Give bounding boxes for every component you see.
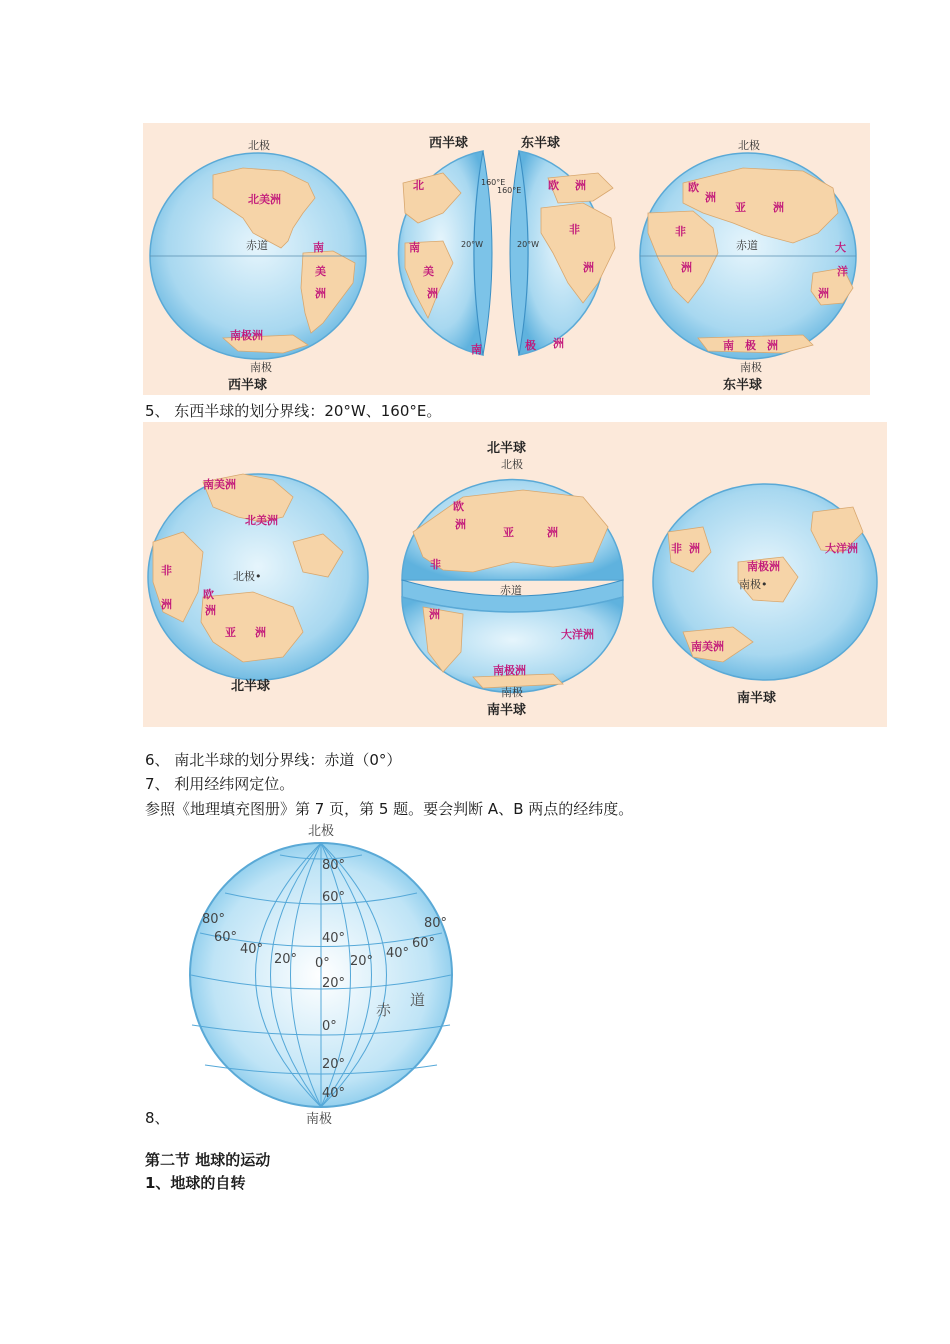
africa-label-n: 非 (161, 564, 172, 577)
east-west-hemisphere-map (143, 123, 870, 395)
south-pole-dot-label: 南极• (739, 578, 768, 591)
zhou-label-3: 洲 (575, 179, 586, 192)
africa-label-mid2: 非 (430, 558, 441, 571)
asia-label-mid: 亚 (503, 526, 514, 539)
zhou-label-4: 洲 (583, 261, 594, 274)
north-pole-label-g: 北极 (308, 824, 335, 839)
line-7-graticule: 7、 利用经纬网定位。 (145, 775, 295, 793)
south-hemisphere-title: 南半球 (487, 703, 527, 718)
lon-label-40w: 40° (240, 942, 264, 957)
africa-label-right: 非 (675, 225, 686, 238)
line-5-hemisphere-boundary: 5、 东西半球的划分界线：20°W、160°E。 (145, 402, 442, 420)
africa-label-mid: 非 (569, 223, 580, 236)
europe-label-mid: 欧 (548, 179, 559, 192)
zhou-label-n3: 洲 (255, 626, 266, 639)
antarctica-label-w: 南极洲 (230, 329, 263, 342)
equator-label-e: 赤道 (736, 239, 758, 252)
south-pole-label-mid: 南极 (501, 686, 523, 699)
south-america-label-n: 南美洲 (203, 478, 236, 491)
africa-label-s: 非 (671, 542, 682, 555)
nan-label-right: 南 (723, 339, 734, 352)
zhou-label-m2: 洲 (547, 526, 558, 539)
zhou-label-10: 洲 (767, 339, 778, 352)
graticule-globe (180, 815, 470, 1130)
north-south-hemisphere-map (143, 422, 887, 727)
south-america-label-s: 南美洲 (691, 640, 724, 653)
south-label-1: 南 (313, 241, 324, 254)
east-hemisphere-caption: 东半球 (723, 378, 763, 393)
lat-label-20n: 20° (322, 976, 346, 991)
asia-label-n: 亚 (225, 626, 236, 639)
south-pole-label-g: 南极 (306, 1112, 333, 1127)
zhou-label-7: 洲 (773, 201, 784, 214)
zhou-label-8: 洲 (681, 261, 692, 274)
lon-160e-label-right: 160°E (497, 186, 522, 195)
line-reference: 参照《地理填充图册》第 7 页，第 5 题。要会判断 A、B 两点的经纬度。 (145, 800, 634, 818)
oceania-yang-label: 洋 (837, 265, 848, 278)
zhou-label-m1: 洲 (455, 518, 466, 531)
lon-160e-label-left: 160°E (481, 178, 506, 187)
north-pole-dot-label: 北极• (233, 570, 262, 583)
europe-label-mid2: 欧 (453, 500, 464, 513)
lon-20w-label-right: 20°W (517, 240, 540, 249)
south-label-2: 南 (409, 241, 420, 254)
south-pole-label-w: 南极 (250, 361, 272, 374)
europe-label-n: 欧 (203, 588, 214, 601)
oceania-label-mid: 大洋洲 (561, 628, 594, 641)
lon-label-60w: 60° (214, 930, 238, 945)
zhou-label-m3: 洲 (429, 608, 440, 621)
north-america-label-n: 北美洲 (245, 514, 278, 527)
north-america-label: 北美洲 (248, 193, 281, 206)
europe-label-right: 欧 (688, 181, 699, 194)
lat-label-40s: 40° (322, 1086, 346, 1101)
east-hemisphere-title: 东半球 (521, 136, 561, 151)
section-title: 第二节 地球的运动 (145, 1151, 271, 1169)
mei-label-2: 美 (423, 265, 434, 278)
zhou-label-5: 洲 (553, 337, 564, 350)
lon-label-0: 0° (315, 956, 330, 971)
asia-label-right: 亚 (735, 201, 746, 214)
lon-label-80e: 80° (424, 916, 448, 931)
equator-label-mid: 赤道 (500, 584, 522, 597)
lon-label-20w: 20° (274, 952, 298, 967)
lat-label-80: 80° (322, 858, 346, 873)
north-south-hemisphere-figure (143, 422, 887, 727)
equator-label-chi: 赤 (376, 1001, 392, 1019)
ji-label-mid: 极 (525, 339, 536, 352)
lon-label-20e: 20° (350, 954, 374, 969)
line-6-equator-boundary: 6、 南北半球的划分界线：赤道（0°） (145, 751, 402, 769)
lon-label-40e: 40° (386, 946, 410, 961)
lat-label-0: 0° (322, 1019, 337, 1034)
mei-label-1: 美 (315, 265, 326, 278)
zhou-label-s1: 洲 (689, 542, 700, 555)
lon-label-80w: 80° (202, 912, 226, 927)
west-hemisphere-caption: 西半球 (228, 378, 268, 393)
east-west-hemisphere-figure (143, 123, 870, 395)
subsection-title: 1、地球的自转 (145, 1174, 246, 1192)
zhou-label-9: 洲 (818, 287, 829, 300)
bei-label: 北 (413, 179, 424, 192)
south-pole-label-e: 南极 (740, 361, 762, 374)
equator-label-dao: 道 (410, 991, 426, 1009)
line-8: 8、 (145, 1109, 170, 1127)
south-hemisphere-caption: 南半球 (737, 691, 777, 706)
north-pole-label-mid: 北极 (501, 458, 523, 471)
zhou-label-n1: 洲 (161, 598, 172, 611)
lat-label-60: 60° (322, 890, 346, 905)
antarctica-label-mid: 南极洲 (493, 664, 526, 677)
zhou-label-2: 洲 (427, 287, 438, 300)
antarctica-label-s: 南极洲 (747, 560, 780, 573)
zhou-label-1: 洲 (315, 287, 326, 300)
equator-label-w: 赤道 (246, 239, 268, 252)
lon-20w-label-left: 20°W (461, 240, 484, 249)
zhou-label-n2: 洲 (205, 604, 216, 617)
ji-label-right: 极 (745, 339, 756, 352)
zhou-label-6: 洲 (705, 191, 716, 204)
north-hemisphere-title: 北半球 (487, 441, 527, 456)
lat-label-20s: 20° (322, 1057, 346, 1072)
oceania-label-s: 大洋洲 (825, 542, 858, 555)
oceania-da-label: 大 (835, 241, 846, 254)
lat-label-40: 40° (322, 931, 346, 946)
west-hemisphere-title: 西半球 (429, 136, 469, 151)
north-hemisphere-caption: 北半球 (231, 679, 271, 694)
nan-label-mid: 南 (471, 343, 482, 356)
north-pole-label-e: 北极 (738, 139, 760, 152)
north-pole-label-w: 北极 (248, 139, 270, 152)
lon-label-60e: 60° (412, 936, 436, 951)
